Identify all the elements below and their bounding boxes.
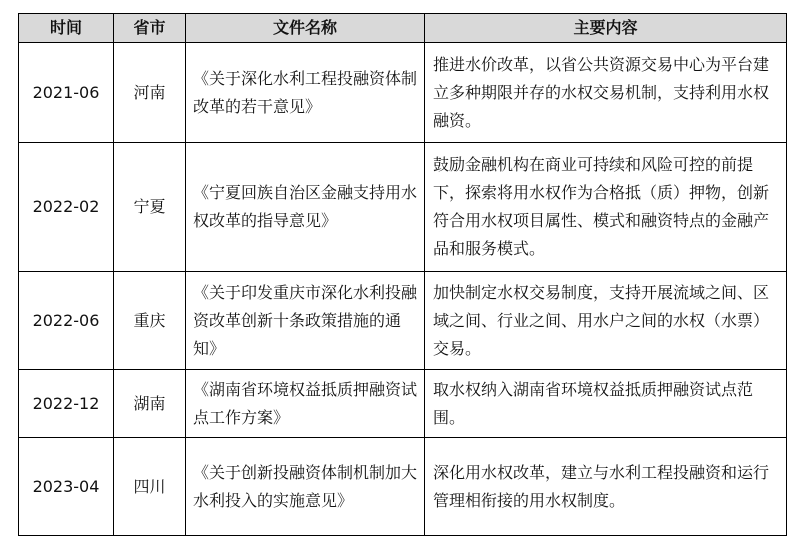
row-file-name: 《湖南省环境权益抵质押融资试点工作方案》 — [186, 370, 425, 438]
header-file-name: 文件名称 — [186, 14, 425, 43]
row-file-name: 《关于印发重庆市深化水利投融资改革创新十条政策措施的通知》 — [186, 272, 425, 370]
header-province: 省市 — [114, 14, 186, 43]
row-date: 2021-06 — [19, 43, 114, 143]
row-content: 鼓励金融机构在商业可持续和风险可控的前提下，探索将用水权作为合格抵（质）押物，创新符合用水权项目属性、模式和融资特点的金融产品和服务模式。 — [425, 143, 787, 272]
table-row — [19, 272, 787, 370]
table-row — [19, 438, 787, 536]
row-province: 重庆 — [114, 272, 186, 370]
row-date: 2023-04 — [19, 438, 114, 536]
row-date: 2022-12 — [19, 370, 114, 438]
row-content: 加快制定水权交易制度，支持开展流域之间、区域之间、行业之间、用水户之间的水权（水票）交易。 — [425, 272, 787, 370]
policy-table — [18, 13, 787, 536]
row-file-name: 《关于创新投融资体制机制加大水利投入的实施意见》 — [186, 438, 425, 536]
row-date: 2022-06 — [19, 272, 114, 370]
row-file-name: 《宁夏回族自治区金融支持用水权改革的指导意见》 — [186, 143, 425, 272]
row-date: 2022-02 — [19, 143, 114, 272]
table-row — [19, 43, 787, 143]
row-province: 湖南 — [114, 370, 186, 438]
table-row — [19, 370, 787, 438]
row-province: 河南 — [114, 43, 186, 143]
row-province: 四川 — [114, 438, 186, 536]
table-row — [19, 143, 787, 272]
row-province: 宁夏 — [114, 143, 186, 272]
row-content: 推进水价改革，以省公共资源交易中心为平台建立多种期限并存的水权交易机制，支持利用水权融资。 — [425, 43, 787, 143]
row-file-name: 《关于深化水利工程投融资体制改革的若干意见》 — [186, 43, 425, 143]
table-header-row — [19, 14, 787, 43]
header-date: 时间 — [19, 14, 114, 43]
header-content: 主要内容 — [425, 14, 787, 43]
row-content: 深化用水权改革，建立与水利工程投融资和运行管理相衔接的用水权制度。 — [425, 438, 787, 536]
row-content: 取水权纳入湖南省环境权益抵质押融资试点范围。 — [425, 370, 787, 438]
